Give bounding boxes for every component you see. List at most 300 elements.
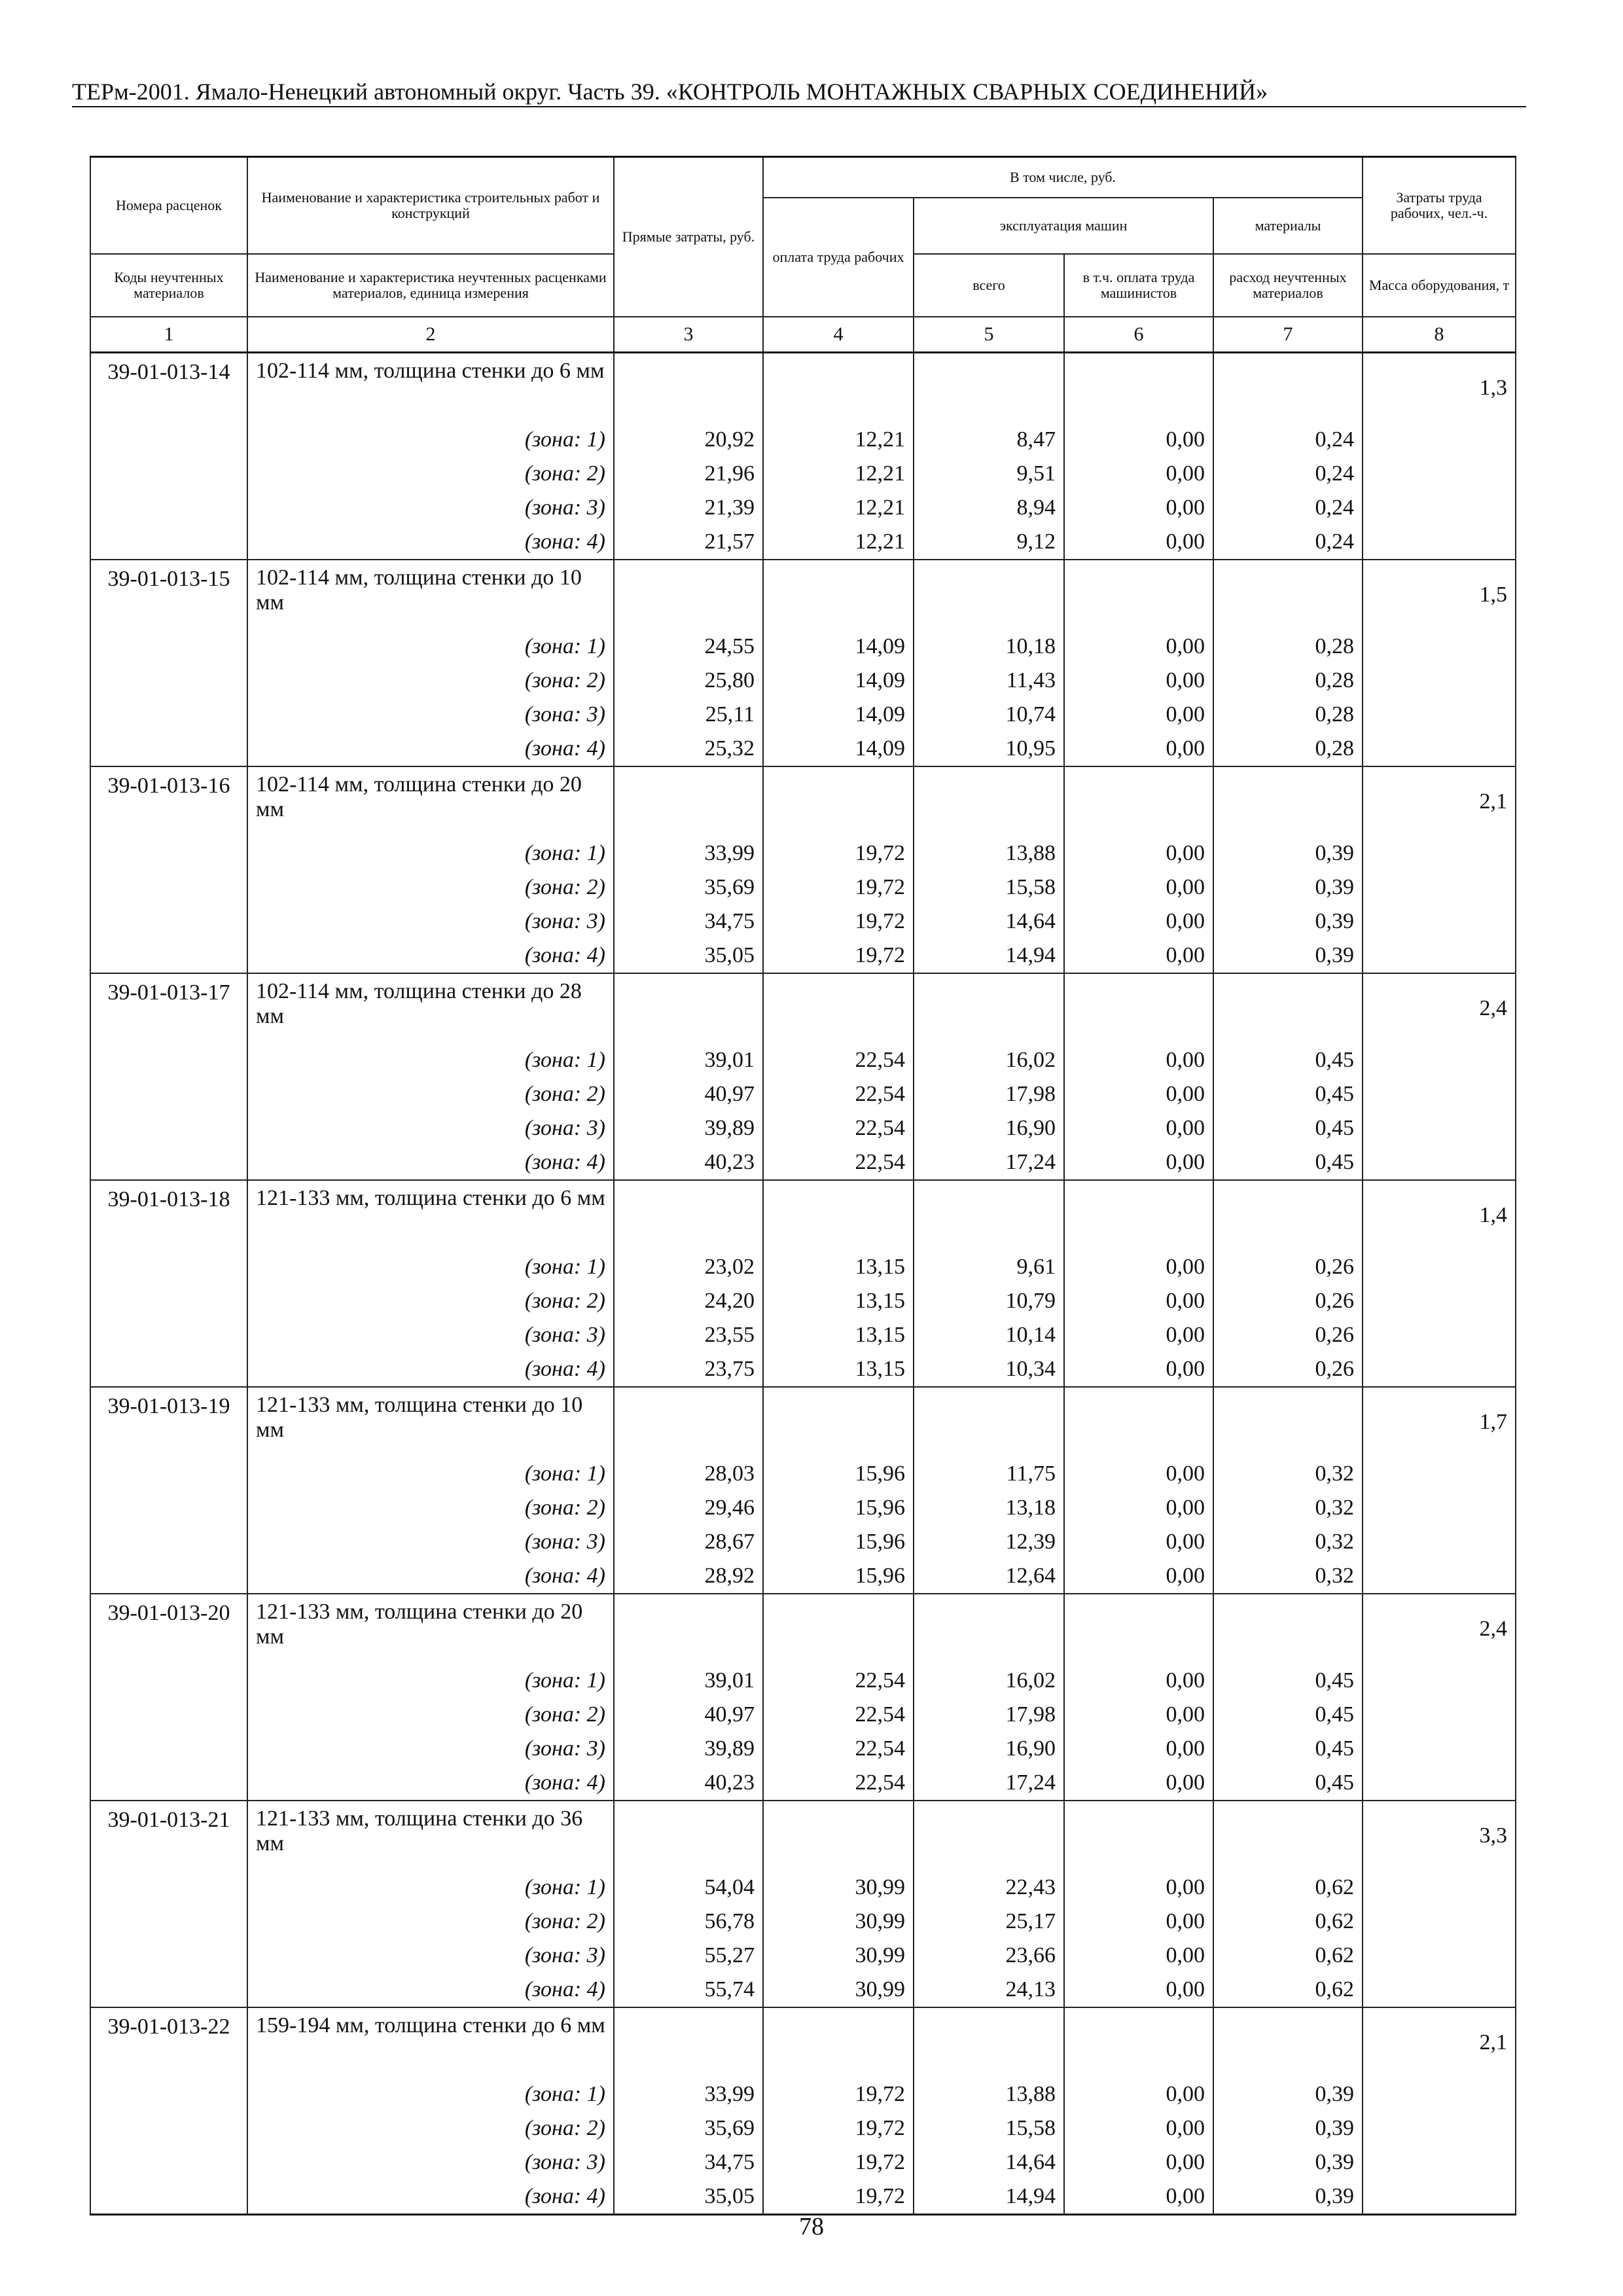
zone-label: (зона: 3) <box>247 905 614 939</box>
direct-costs: 39,01 <box>614 1043 763 1077</box>
header-material-names: Наименование и характеристика неучтенных расценками материалов, единица измерения <box>247 254 614 317</box>
rate-code: 39-01-013-17 <box>90 973 247 1180</box>
worker-pay: 14,09 <box>763 698 914 732</box>
materials-consumption: 0,28 <box>1213 630 1363 664</box>
direct-costs: 25,11 <box>614 698 763 732</box>
empty-cell <box>1064 1180 1213 1250</box>
zone-row <box>90 1525 1516 1559</box>
materials-consumption: 0,39 <box>1213 905 1363 939</box>
zone-row <box>90 1664 1516 1698</box>
materials-consumption: 0,28 <box>1213 732 1363 766</box>
column-number: 1 <box>90 317 247 353</box>
direct-costs: 39,89 <box>614 1732 763 1766</box>
rate-group-row <box>90 353 1516 423</box>
operator-pay: 0,00 <box>1064 1664 1213 1698</box>
machine-total: 10,18 <box>914 630 1064 664</box>
materials-consumption: 0,45 <box>1213 1077 1363 1111</box>
rate-code: 39-01-013-16 <box>90 766 247 973</box>
operator-pay: 0,00 <box>1064 2145 1213 2179</box>
empty-cell <box>1213 2007 1363 2077</box>
materials-consumption: 0,39 <box>1213 939 1363 973</box>
zone-label: (зона: 4) <box>247 2179 614 2215</box>
work-name-cell <box>247 1801 614 1871</box>
empty-cell <box>763 1801 914 1871</box>
operator-pay: 0,00 <box>1064 664 1213 698</box>
header-machine-ops: эксплуатация машин <box>914 198 1213 254</box>
rate-code: 39-01-013-19 <box>90 1387 247 1594</box>
worker-pay: 22,54 <box>763 1664 914 1698</box>
machine-total: 13,88 <box>914 836 1064 870</box>
zone-label: (зона: 1) <box>247 423 614 457</box>
zone-row <box>90 905 1516 939</box>
column-number: 5 <box>914 317 1064 353</box>
table-header <box>90 157 1516 353</box>
materials-consumption: 0,24 <box>1213 457 1363 491</box>
machine-total: 10,34 <box>914 1352 1064 1387</box>
worker-pay: 22,54 <box>763 1145 914 1180</box>
empty-cell <box>914 1801 1064 1871</box>
worker-pay: 30,99 <box>763 1871 914 1905</box>
worker-pay: 15,96 <box>763 1491 914 1525</box>
worker-pay: 19,72 <box>763 2145 914 2179</box>
direct-costs: 39,89 <box>614 1111 763 1145</box>
work-name-cell <box>247 353 614 423</box>
work-name: 121-133 мм, толщина стенки до 36 мм <box>256 1806 583 1856</box>
header-direct-costs: Прямые затраты, руб. <box>614 157 763 317</box>
materials-consumption: 0,62 <box>1213 1973 1363 2007</box>
empty-cell <box>614 1594 763 1664</box>
rate-code: 39-01-013-14 <box>90 353 247 560</box>
direct-costs: 25,32 <box>614 732 763 766</box>
machine-total: 14,94 <box>914 2179 1064 2215</box>
operator-pay: 0,00 <box>1064 1352 1213 1387</box>
zone-label: (зона: 2) <box>247 1077 614 1111</box>
empty-cell <box>1064 1801 1213 1871</box>
labor-costs: 1,4 <box>1363 1180 1516 1387</box>
zone-label: (зона: 4) <box>247 1973 614 2007</box>
empty-cell <box>1213 1594 1363 1664</box>
machine-total: 9,51 <box>914 457 1064 491</box>
machine-total: 24,13 <box>914 1973 1064 2007</box>
operator-pay: 0,00 <box>1064 732 1213 766</box>
rate-code: 39-01-013-20 <box>90 1594 247 1801</box>
header-materials: материалы <box>1213 198 1363 254</box>
zone-label: (зона: 4) <box>247 525 614 560</box>
rate-group-row <box>90 766 1516 836</box>
zone-label: (зона: 4) <box>247 1352 614 1387</box>
rate-code: 39-01-013-15 <box>90 560 247 766</box>
page-number: 78 <box>799 2213 824 2240</box>
header-material-codes: Коды неучтенных материалов <box>90 254 247 317</box>
direct-costs: 34,75 <box>614 905 763 939</box>
empty-cell <box>1213 353 1363 423</box>
operator-pay: 0,00 <box>1064 1111 1213 1145</box>
work-name-cell <box>247 560 614 630</box>
operator-pay: 0,00 <box>1064 1457 1213 1491</box>
materials-consumption: 0,39 <box>1213 2077 1363 2111</box>
materials-consumption: 0,62 <box>1213 1939 1363 1973</box>
zone-label: (зона: 3) <box>247 1525 614 1559</box>
header-work-name: Наименование и характеристика строительных работ и конструкций <box>247 157 614 255</box>
materials-consumption: 0,26 <box>1213 1284 1363 1318</box>
operator-pay: 0,00 <box>1064 1698 1213 1732</box>
worker-pay: 19,72 <box>763 2179 914 2215</box>
worker-pay: 13,15 <box>763 1250 914 1284</box>
zone-row <box>90 1973 1516 2007</box>
rate-code: 39-01-013-18 <box>90 1180 247 1387</box>
direct-costs: 40,23 <box>614 1145 763 1180</box>
direct-costs: 55,74 <box>614 1973 763 2007</box>
zone-row <box>90 1559 1516 1594</box>
zone-label: (зона: 2) <box>247 457 614 491</box>
zone-row <box>90 1491 1516 1525</box>
zone-label: (зона: 3) <box>247 1318 614 1352</box>
materials-consumption: 0,26 <box>1213 1352 1363 1387</box>
direct-costs: 21,39 <box>614 491 763 525</box>
column-number: 4 <box>763 317 914 353</box>
zone-row <box>90 732 1516 766</box>
worker-pay: 19,72 <box>763 2111 914 2145</box>
operator-pay: 0,00 <box>1064 1145 1213 1180</box>
header-equipment-mass: Масса оборудования, т <box>1363 254 1516 317</box>
zone-row <box>90 1111 1516 1145</box>
work-name-cell <box>247 1180 614 1250</box>
zone-row <box>90 1077 1516 1111</box>
zone-row <box>90 525 1516 560</box>
operator-pay: 0,00 <box>1064 1905 1213 1939</box>
empty-cell <box>1064 1387 1213 1457</box>
operator-pay: 0,00 <box>1064 1973 1213 2007</box>
empty-cell <box>1213 1801 1363 1871</box>
zone-row <box>90 1871 1516 1905</box>
zone-label: (зона: 2) <box>247 2111 614 2145</box>
worker-pay: 15,96 <box>763 1559 914 1594</box>
empty-cell <box>1064 1594 1213 1664</box>
empty-cell <box>1213 973 1363 1043</box>
empty-cell <box>1213 560 1363 630</box>
worker-pay: 12,21 <box>763 525 914 560</box>
zone-row <box>90 1732 1516 1766</box>
zone-row <box>90 1250 1516 1284</box>
rates-table <box>90 156 1516 2215</box>
empty-cell <box>614 766 763 836</box>
labor-costs: 2,4 <box>1363 973 1516 1180</box>
zone-label: (зона: 2) <box>247 870 614 905</box>
direct-costs: 21,57 <box>614 525 763 560</box>
empty-cell <box>763 973 914 1043</box>
worker-pay: 13,15 <box>763 1318 914 1352</box>
operator-pay: 0,00 <box>1064 905 1213 939</box>
labor-costs: 2,1 <box>1363 2007 1516 2215</box>
direct-costs: 55,27 <box>614 1939 763 1973</box>
zone-label: (зона: 1) <box>247 1250 614 1284</box>
materials-consumption: 0,45 <box>1213 1145 1363 1180</box>
column-number: 7 <box>1213 317 1363 353</box>
zone-label: (зона: 2) <box>247 1698 614 1732</box>
zone-row <box>90 1698 1516 1732</box>
work-name: 102-114 мм, толщина стенки до 20 мм <box>256 772 582 821</box>
empty-cell <box>763 353 914 423</box>
materials-consumption: 0,28 <box>1213 698 1363 732</box>
zone-row <box>90 1145 1516 1180</box>
labor-costs: 1,7 <box>1363 1387 1516 1594</box>
operator-pay: 0,00 <box>1064 1043 1213 1077</box>
worker-pay: 13,15 <box>763 1352 914 1387</box>
materials-consumption: 0,39 <box>1213 870 1363 905</box>
empty-cell <box>914 766 1064 836</box>
worker-pay: 19,72 <box>763 2077 914 2111</box>
machine-total: 13,88 <box>914 2077 1064 2111</box>
header-including: В том числе, руб. <box>763 157 1363 198</box>
empty-cell <box>614 353 763 423</box>
zone-row <box>90 1457 1516 1491</box>
zone-row <box>90 870 1516 905</box>
worker-pay: 19,72 <box>763 939 914 973</box>
machine-total: 10,79 <box>914 1284 1064 1318</box>
empty-cell <box>1064 766 1213 836</box>
empty-cell <box>763 560 914 630</box>
work-name-cell <box>247 1387 614 1457</box>
direct-costs: 33,99 <box>614 2077 763 2111</box>
header-rate-numbers: Номера расценок <box>90 157 247 255</box>
zone-row <box>90 1352 1516 1387</box>
materials-consumption: 0,62 <box>1213 1905 1363 1939</box>
machine-total: 16,90 <box>914 1111 1064 1145</box>
materials-consumption: 0,24 <box>1213 423 1363 457</box>
zone-label: (зона: 1) <box>247 630 614 664</box>
zone-row <box>90 1939 1516 1973</box>
worker-pay: 12,21 <box>763 423 914 457</box>
materials-consumption: 0,24 <box>1213 525 1363 560</box>
rate-code: 39-01-013-22 <box>90 2007 247 2215</box>
zone-row <box>90 630 1516 664</box>
operator-pay: 0,00 <box>1064 1766 1213 1801</box>
direct-costs: 54,04 <box>614 1871 763 1905</box>
materials-consumption: 0,32 <box>1213 1457 1363 1491</box>
rate-group-row <box>90 1180 1516 1250</box>
materials-consumption: 0,45 <box>1213 1732 1363 1766</box>
zone-row <box>90 2145 1516 2179</box>
machine-total: 16,02 <box>914 1043 1064 1077</box>
empty-cell <box>1064 353 1213 423</box>
empty-cell <box>1064 2007 1213 2077</box>
materials-consumption: 0,39 <box>1213 2145 1363 2179</box>
column-number: 2 <box>247 317 614 353</box>
zone-row <box>90 939 1516 973</box>
empty-cell <box>914 973 1064 1043</box>
materials-consumption: 0,32 <box>1213 1491 1363 1525</box>
materials-consumption: 0,45 <box>1213 1664 1363 1698</box>
direct-costs: 35,05 <box>614 939 763 973</box>
direct-costs: 33,99 <box>614 836 763 870</box>
empty-cell <box>1064 560 1213 630</box>
rate-code: 39-01-013-21 <box>90 1801 247 2007</box>
rate-group-row <box>90 1594 1516 1664</box>
work-name-cell <box>247 973 614 1043</box>
labor-costs: 2,1 <box>1363 766 1516 973</box>
zone-label: (зона: 1) <box>247 836 614 870</box>
machine-total: 9,61 <box>914 1250 1064 1284</box>
machine-total: 8,94 <box>914 491 1064 525</box>
header-machine-total: всего <box>914 254 1064 317</box>
machine-total: 14,64 <box>914 2145 1064 2179</box>
zone-label: (зона: 3) <box>247 1939 614 1973</box>
machine-total: 11,75 <box>914 1457 1064 1491</box>
empty-cell <box>763 1180 914 1250</box>
direct-costs: 40,23 <box>614 1766 763 1801</box>
worker-pay: 14,09 <box>763 630 914 664</box>
worker-pay: 19,72 <box>763 836 914 870</box>
zone-label: (зона: 1) <box>247 1043 614 1077</box>
machine-total: 12,64 <box>914 1559 1064 1594</box>
table-body <box>90 353 1516 2215</box>
rate-group-row <box>90 1387 1516 1457</box>
empty-cell <box>763 2007 914 2077</box>
direct-costs: 35,69 <box>614 2111 763 2145</box>
operator-pay: 0,00 <box>1064 423 1213 457</box>
zone-label: (зона: 4) <box>247 1766 614 1801</box>
labor-costs: 2,4 <box>1363 1594 1516 1801</box>
machine-total: 16,02 <box>914 1664 1064 1698</box>
empty-cell <box>614 973 763 1043</box>
zone-row <box>90 1318 1516 1352</box>
worker-pay: 14,09 <box>763 732 914 766</box>
zone-label: (зона: 4) <box>247 732 614 766</box>
column-number: 8 <box>1363 317 1516 353</box>
operator-pay: 0,00 <box>1064 1491 1213 1525</box>
materials-consumption: 0,45 <box>1213 1766 1363 1801</box>
column-number: 6 <box>1064 317 1213 353</box>
empty-cell <box>914 560 1064 630</box>
empty-cell <box>1064 973 1213 1043</box>
operator-pay: 0,00 <box>1064 870 1213 905</box>
rate-group-row <box>90 1801 1516 1871</box>
work-name: 121-133 мм, толщина стенки до 20 мм <box>256 1600 583 1649</box>
machine-total: 12,39 <box>914 1525 1064 1559</box>
zone-label: (зона: 4) <box>247 939 614 973</box>
machine-total: 10,74 <box>914 698 1064 732</box>
operator-pay: 0,00 <box>1064 491 1213 525</box>
zone-row <box>90 1043 1516 1077</box>
machine-total: 10,14 <box>914 1318 1064 1352</box>
empty-cell <box>914 2007 1064 2077</box>
direct-costs: 28,67 <box>614 1525 763 1559</box>
direct-costs: 21,96 <box>614 457 763 491</box>
materials-consumption: 0,45 <box>1213 1698 1363 1732</box>
zone-label: (зона: 3) <box>247 1111 614 1145</box>
machine-total: 10,95 <box>914 732 1064 766</box>
zone-label: (зона: 3) <box>247 698 614 732</box>
zone-row <box>90 1284 1516 1318</box>
running-header: ТЕРм-2001. Ямало-Ненецкий автономный округ. Часть 39. «КОНТРОЛЬ МОНТАЖНЫХ СВАРНЫХ СОЕДИНЕНИЙ» <box>72 79 1268 105</box>
column-number: 3 <box>614 317 763 353</box>
work-name: 102-114 мм, толщина стенки до 10 мм <box>256 565 582 615</box>
operator-pay: 0,00 <box>1064 1939 1213 1973</box>
materials-consumption: 0,39 <box>1213 2111 1363 2145</box>
worker-pay: 13,15 <box>763 1284 914 1318</box>
operator-pay: 0,00 <box>1064 1732 1213 1766</box>
materials-consumption: 0,32 <box>1213 1525 1363 1559</box>
operator-pay: 0,00 <box>1064 836 1213 870</box>
zone-label: (зона: 2) <box>247 1905 614 1939</box>
materials-consumption: 0,45 <box>1213 1111 1363 1145</box>
work-name: 121-133 мм, толщина стенки до 6 мм <box>256 1186 605 1210</box>
empty-cell <box>914 1387 1064 1457</box>
machine-total: 17,98 <box>914 1698 1064 1732</box>
direct-costs: 35,69 <box>614 870 763 905</box>
worker-pay: 19,72 <box>763 870 914 905</box>
machine-total: 13,18 <box>914 1491 1064 1525</box>
worker-pay: 30,99 <box>763 1973 914 2007</box>
zone-row <box>90 698 1516 732</box>
zone-row <box>90 423 1516 457</box>
zone-label: (зона: 1) <box>247 1871 614 1905</box>
worker-pay: 22,54 <box>763 1732 914 1766</box>
empty-cell <box>614 560 763 630</box>
zone-label: (зона: 1) <box>247 2077 614 2111</box>
machine-total: 17,24 <box>914 1766 1064 1801</box>
empty-cell <box>914 1180 1064 1250</box>
zone-row <box>90 1905 1516 1939</box>
materials-consumption: 0,62 <box>1213 1871 1363 1905</box>
worker-pay: 15,96 <box>763 1525 914 1559</box>
materials-consumption: 0,26 <box>1213 1318 1363 1352</box>
direct-costs: 20,92 <box>614 423 763 457</box>
direct-costs: 28,92 <box>614 1559 763 1594</box>
empty-cell <box>614 1387 763 1457</box>
empty-cell <box>1213 766 1363 836</box>
zone-row <box>90 2111 1516 2145</box>
operator-pay: 0,00 <box>1064 939 1213 973</box>
direct-costs: 56,78 <box>614 1905 763 1939</box>
direct-costs: 28,03 <box>614 1457 763 1491</box>
empty-cell <box>1213 1180 1363 1250</box>
operator-pay: 0,00 <box>1064 698 1213 732</box>
machine-total: 11,43 <box>914 664 1064 698</box>
operator-pay: 0,00 <box>1064 1525 1213 1559</box>
direct-costs: 24,20 <box>614 1284 763 1318</box>
direct-costs: 24,55 <box>614 630 763 664</box>
empty-cell <box>1213 1387 1363 1457</box>
zone-row <box>90 491 1516 525</box>
operator-pay: 0,00 <box>1064 525 1213 560</box>
direct-costs: 39,01 <box>614 1664 763 1698</box>
operator-pay: 0,00 <box>1064 1284 1213 1318</box>
worker-pay: 22,54 <box>763 1043 914 1077</box>
direct-costs: 40,97 <box>614 1077 763 1111</box>
direct-costs: 40,97 <box>614 1698 763 1732</box>
work-name-cell <box>247 766 614 836</box>
materials-consumption: 0,39 <box>1213 836 1363 870</box>
zone-row <box>90 1766 1516 1801</box>
operator-pay: 0,00 <box>1064 457 1213 491</box>
rate-group-row <box>90 2007 1516 2077</box>
work-name: 159-194 мм, толщина стенки до 6 мм <box>256 2013 605 2037</box>
worker-pay: 15,96 <box>763 1457 914 1491</box>
zone-row <box>90 664 1516 698</box>
empty-cell <box>914 353 1064 423</box>
operator-pay: 0,00 <box>1064 1559 1213 1594</box>
zone-label: (зона: 3) <box>247 1732 614 1766</box>
work-name: 102-114 мм, толщина стенки до 6 мм <box>256 359 605 383</box>
labor-costs: 1,3 <box>1363 353 1516 560</box>
zone-label: (зона: 1) <box>247 1457 614 1491</box>
worker-pay: 22,54 <box>763 1077 914 1111</box>
zone-label: (зона: 2) <box>247 664 614 698</box>
zone-row <box>90 2179 1516 2215</box>
worker-pay: 22,54 <box>763 1766 914 1801</box>
zone-label: (зона: 4) <box>247 1145 614 1180</box>
